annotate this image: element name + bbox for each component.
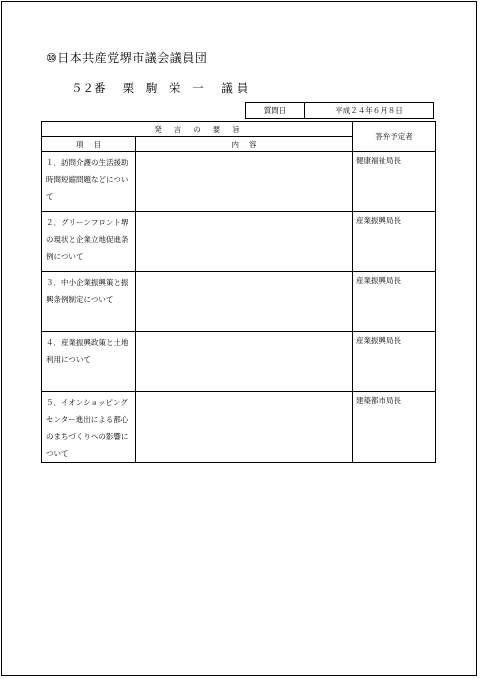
header-statement-summary: 発言の要旨: [42, 122, 353, 137]
header-content: 内容: [136, 137, 353, 152]
row-answerer: 産業振興局長: [353, 212, 436, 272]
member-line: [71, 80, 252, 96]
header-item: 項目: [42, 137, 136, 152]
row-answerer: 産業振興局長: [353, 332, 436, 392]
table-row: [42, 332, 436, 392]
member-name-char: 駒: [145, 81, 158, 95]
member-title: 議員: [221, 81, 253, 95]
question-date-box: [245, 102, 434, 119]
row-content: [136, 152, 353, 212]
question-date-label: 質問日: [246, 103, 305, 118]
row-item: ３．中小企業振興策と振興条例制定について: [42, 272, 136, 332]
row-answerer: 産業振興局長: [353, 272, 436, 332]
header-answerer: 答弁予定者: [353, 122, 436, 152]
row-content: [136, 212, 353, 272]
row-content: [136, 332, 353, 392]
question-date-value: 平成２４年６月８日: [335, 106, 403, 115]
row-answerer: 健康福祉局長: [353, 152, 436, 212]
group-heading: ⑩日本共産党堺市議会議員団: [46, 51, 208, 65]
member-name-char: 栄: [168, 81, 181, 95]
row-item: １．訪問介護の生活援助時間短縮問題などについて: [42, 152, 136, 212]
member-name-char: 栗: [122, 81, 135, 95]
table-row: [42, 152, 436, 212]
table-row: [42, 212, 436, 272]
row-item: ２．グリーンフロント堺の現状と企業立地促進条例について: [42, 212, 136, 272]
row-answerer: 建築都市局長: [353, 392, 436, 463]
seat-number: ５２番: [71, 81, 106, 95]
member-name-char: 一: [192, 81, 204, 95]
table-row: [42, 392, 436, 463]
row-content: [136, 272, 353, 332]
row-content: [136, 392, 353, 463]
question-table: [41, 121, 436, 463]
table-row: [42, 272, 436, 332]
row-item: ５．イオンショッピングセンター進出による都心のまちづくりへの影響について: [42, 392, 136, 463]
row-item: ４．産業振興政策と土地利用について: [42, 332, 136, 392]
